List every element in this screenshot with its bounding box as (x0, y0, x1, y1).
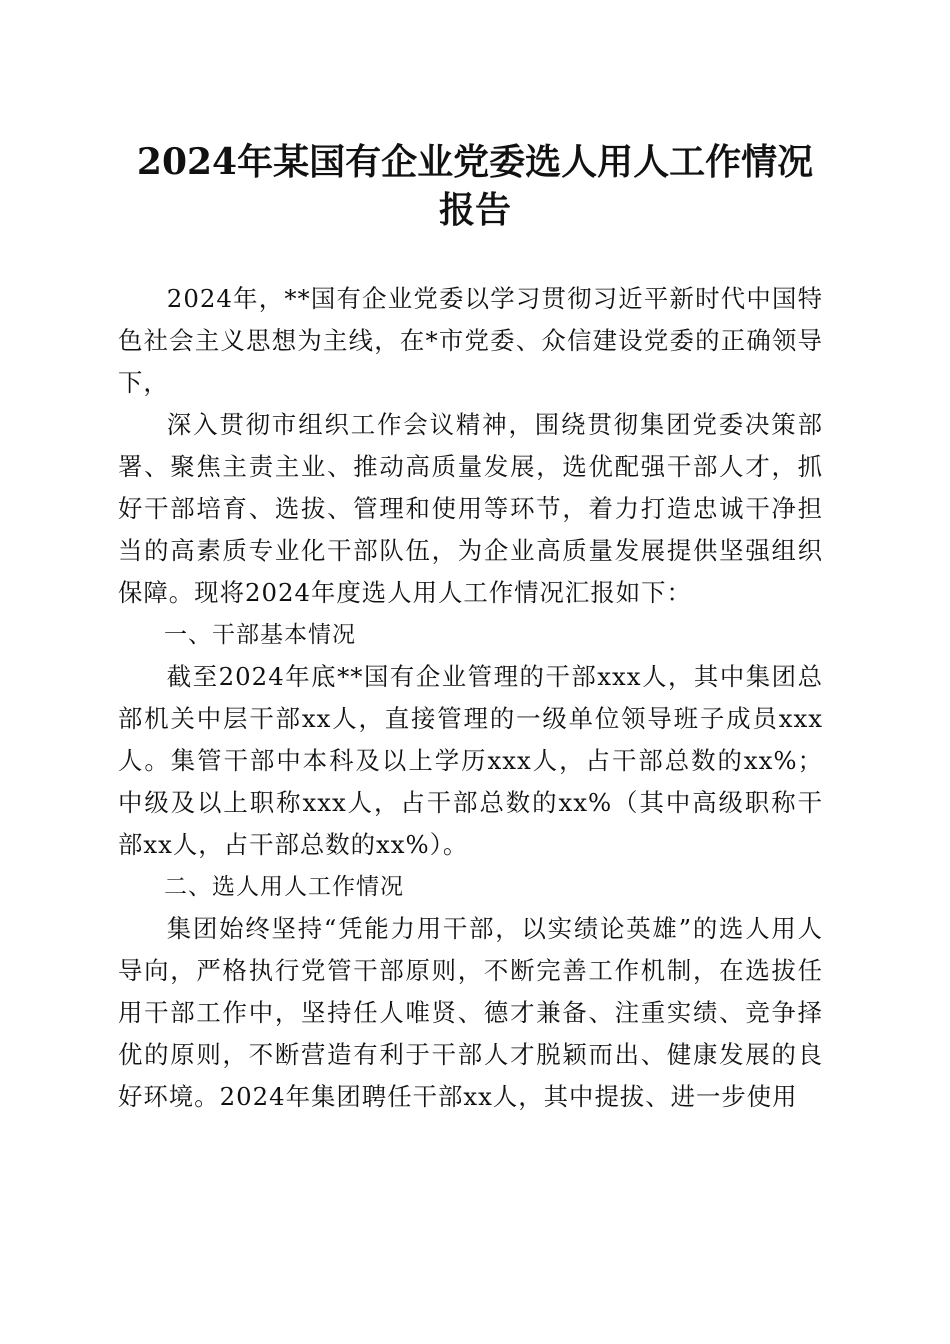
intro-paragraph-1: 2024年，**国有企业党委以学习贯彻习近平新时代中国特色社会主义思想为主线，在*市党委、众信建设党委的正确领导下， (118, 284, 823, 397)
section-1-heading: 一、干部基本情况 (164, 622, 356, 648)
section-2-heading: 二、选人用人工作情况 (164, 874, 404, 900)
document-body (118, 278, 823, 1118)
section-2-paragraph: 集团始终坚持“凭能力用干部，以实绩论英雄”的选人用人导向，严格执行党管干部原则，不断完善工作机制，在选拔任用干部工作中，坚持任人唯贤、德才兼备、注重实绩、竞争择优的原则，不断营造有利于干部人才脱颖而出、健康发展的良好环境。2024年集团聘任干部xx人，其中提拔、进一步使用 (118, 914, 823, 1111)
document-title: 2024年某国有企业党委选人用人工作情况报告 (136, 141, 814, 231)
intro-paragraph-2: 深入贯彻市组织工作会议精神，围绕贯彻集团党委决策部署、聚焦主责主业、推动高质量发展，选优配强干部人才，抓好干部培育、选拔、管理和使用等环节，着力打造忠诚干净担当的高素质专业化干部队伍，为企业高质量发展提供坚强组织保障。现将2024年度选人用人工作情况汇报如下： (118, 410, 823, 607)
section-1-paragraph: 截至2024年底**国有企业管理的干部xxx人，其中集团总部机关中层干部xx人，直接管理的一级单位领导班子成员xxx人。集管干部中本科及以上学历xxx人，占干部总数的xx%；中级及以上职称xxx人，占干部总数的xx%（其中高级职称干部xx人，占干部总数的xx%）。 (118, 662, 823, 859)
